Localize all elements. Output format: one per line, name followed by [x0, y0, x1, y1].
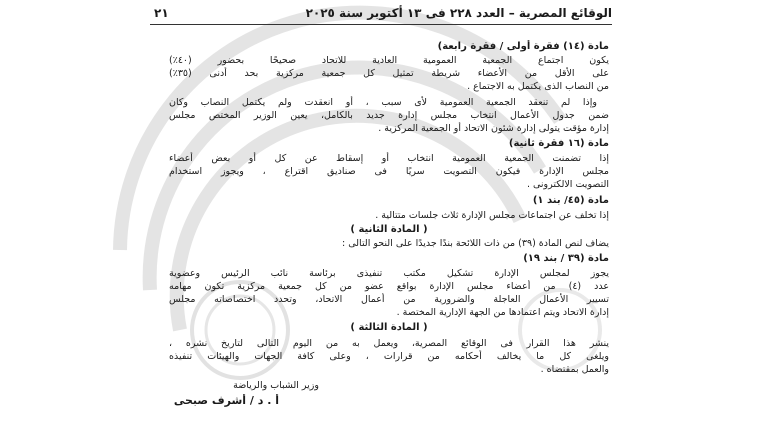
- page-header: [150, 6, 612, 25]
- text-line: والعمل بمقتضاه .: [540, 364, 609, 375]
- text-line: وإذا لم تنعقد الجمعية العمومية لأى سبب ، أو انعقدت ولم يكتمل النصاب وكان: [169, 97, 597, 108]
- text-line: مجلس الإدارة فيكون التصويت سريًا فى صناديق اقتراع ، ويجوز استخدام: [169, 166, 609, 177]
- section-heading: ( المادة الثالثة ): [350, 322, 428, 333]
- text-line: من النصاب الذى يكتمل به الاجتماع .: [467, 81, 609, 92]
- text-line: ضمن جدول الأعمال انتخاب مجلس إدارة جديد بالكامل، يعين الوزير المختص مجلس: [169, 110, 609, 121]
- text-line: ويلغى كل ما يخالف أحكامه من قرارات ، وعلى كافة الجهات والهيئات تنفيذه: [169, 351, 609, 362]
- section-heading: ( المادة الثانية ): [350, 224, 428, 235]
- signature-title: وزير الشباب والرياضة: [233, 380, 319, 391]
- text-line: على الأقل من الأعضاء شريطة تمثيل كل جمعية مركزية بحد أدنى (٣٥٪): [169, 68, 609, 79]
- text-line: يكون اجتماع الجمعية العمومية العادية للاتحاد صحيحًا بحضور (٤٠٪): [169, 55, 609, 66]
- article-heading: مادة (١٦ فقرة ثانية): [508, 138, 609, 149]
- text-line: يضاف لنص المادة (٣٩) من ذات اللائحة بندًا جديدًا على النحو التالى :: [342, 238, 609, 249]
- text-line: إذا تخلف عن اجتماعات مجلس الإدارة ثلاث جلسات متتالية .: [375, 210, 609, 221]
- article-heading: مادة (٤٥/ بند ١): [532, 195, 609, 206]
- article-heading: مادة (٣٩ / بند ١٩): [523, 253, 609, 264]
- text-line: تسيير الأعمال العاجلة والضرورية من أعمال الاتحاد، وتحدد اختصاصاته مجلس: [169, 294, 609, 305]
- gazette-title: الوقائع المصرية – العدد ٢٢٨ فى ١٣ أكتوبر سنة ٢٠٢٥: [305, 6, 612, 20]
- text-line: يجوز لمجلس الإدارة تشكيل مكتب تنفيذى برئاسة نائب الرئيس وعضوية: [169, 268, 609, 279]
- text-line: ينشر هذا القرار فى الوقائع المصرية، ويعمل به من اليوم التالى لتاريخ نشره ،: [169, 338, 609, 349]
- text-line: إدارة الاتحاد ويتم اعتمادها من الجهة الإدارية المختصة .: [396, 307, 609, 318]
- article-heading: مادة (١٤) فقرة أولى / فقرة رابعة): [437, 41, 609, 52]
- text-line: إدارة مؤقت يتولى إدارة شئون الاتحاد أو الجمعية المركزية .: [378, 123, 609, 134]
- signature-name: أ . د / أشرف صبحى: [173, 394, 279, 407]
- text-line: عدد (٤) من أعضاء مجلس الإدارة بواقع عضو من كل جمعية مركزية تكون مهامه: [169, 281, 609, 292]
- text-line: إذا تضمنت الجمعية العمومية انتخاب أو إسقاط عن كل أو بعض أعضاء: [169, 153, 609, 164]
- text-line: التصويت الالكترونى .: [526, 179, 609, 190]
- page-number: ٢١: [154, 6, 169, 20]
